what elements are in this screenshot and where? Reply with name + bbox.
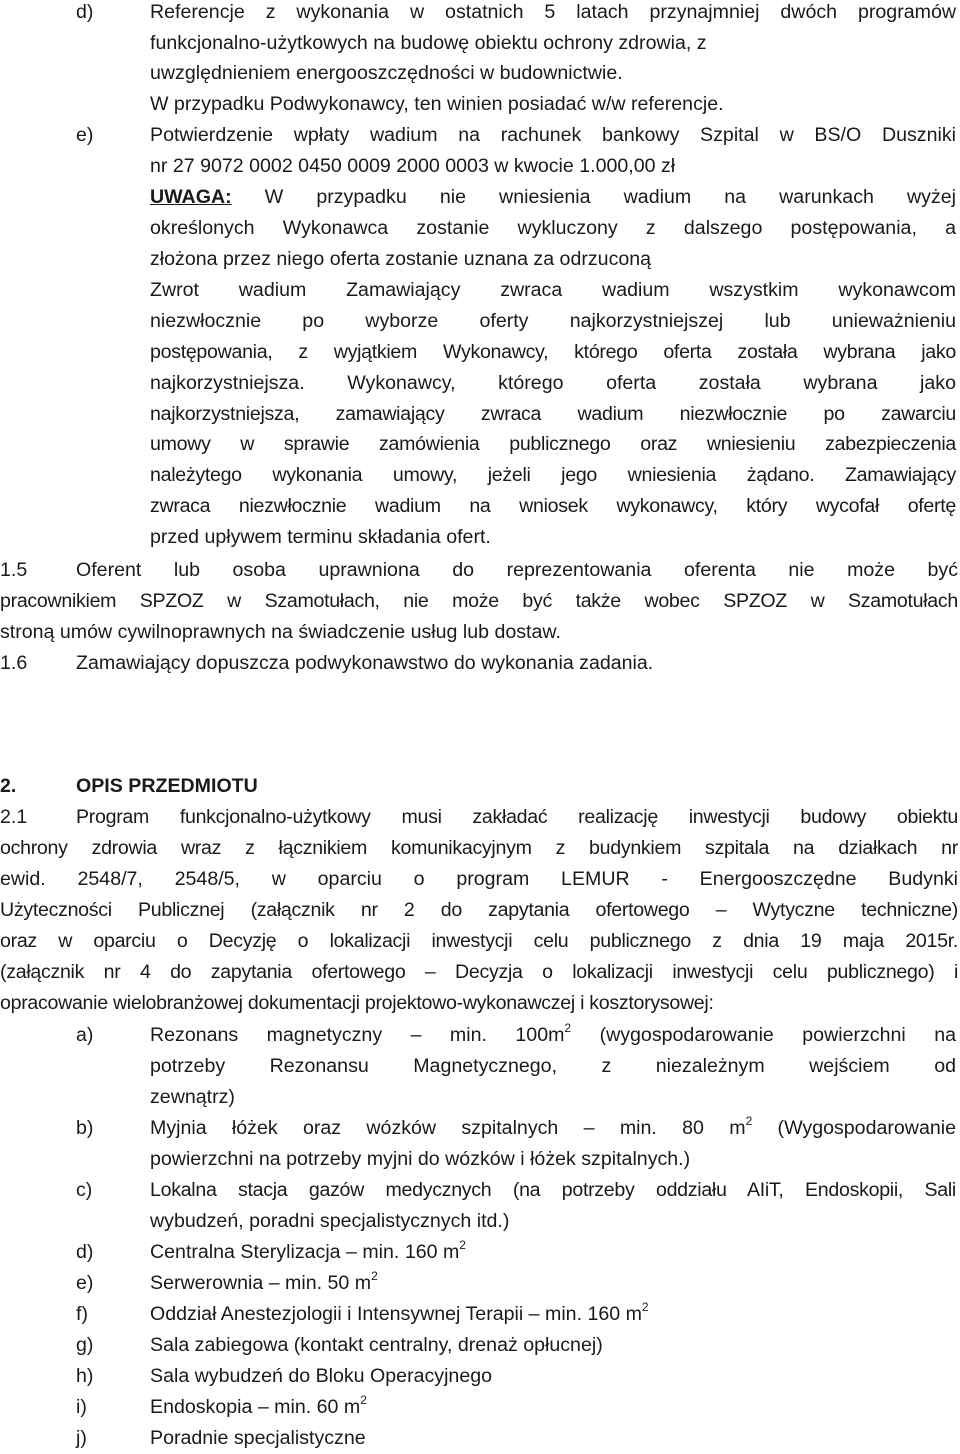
text-line: Zamawiający dopuszcza podwykonawstwo do wykonania zadania. [76, 652, 654, 674]
list-item-d [0, 0, 960, 28]
text-line: przed upływem terminu składania ofert. [150, 526, 491, 548]
superscript: 2 [641, 1300, 649, 1314]
list-item-e2 [0, 1268, 960, 1299]
text-row [0, 833, 960, 864]
text-row [0, 491, 960, 522]
text-row [0, 617, 960, 648]
text-row [0, 1051, 960, 1082]
text-row [0, 586, 960, 617]
text-row [0, 306, 960, 337]
text-line: Sala wybudzeń do Bloku Operacyjnego [150, 1365, 493, 1387]
text-line: oraz w oparciu o Decyzję o lokalizacji inwestycji celu publicznego z dnia 19 maja 2015r. [0, 930, 958, 952]
list-item-j [0, 1423, 960, 1454]
text-row [0, 28, 960, 59]
text-line [150, 1020, 956, 1051]
list-marker: i) [76, 1396, 87, 1418]
paragraph-number: 1.5 [0, 559, 28, 581]
text-line: Sala zabiegowa (kontakt centralny, drenaż opłucnej) [150, 1334, 603, 1356]
text-line: Poradnie specjalistyczne [150, 1427, 366, 1449]
list-item-e [0, 120, 960, 151]
notice-row [0, 182, 960, 213]
text-line: W przypadku Podwykonawcy, ten winien posiadać w/w referencje. [150, 93, 724, 115]
text-row [0, 429, 960, 460]
text-line [150, 1268, 956, 1299]
text-line: opracowanie wielobranżowej dokumentacji projektowo-wykonawczej i kosztorysowej: [0, 992, 714, 1014]
paragraph-1-6 [0, 648, 960, 679]
heading-number: 2. [0, 775, 17, 797]
list-marker: f) [76, 1303, 88, 1325]
text-row [0, 988, 960, 1019]
text-row [0, 864, 960, 895]
list-marker: h) [76, 1365, 94, 1387]
text-line: najkorzystniejsza, zamawiający zwraca wadium niezwłocznie po zawarciu [150, 403, 956, 425]
heading-title: OPIS PRZEDMIOTU [76, 775, 258, 797]
list-marker: b) [76, 1117, 94, 1139]
list-marker: e) [76, 1272, 94, 1294]
text-line: ewid. 2548/7, 2548/5, w oparciu o program LEMUR - Energooszczędne Budynki [0, 868, 958, 890]
text-row [0, 368, 960, 399]
text-line: uwzględnieniem energooszczędności w budownictwie. [150, 62, 623, 84]
text-line: stroną umów cywilnoprawnych na świadczenie usług lub dostaw. [0, 621, 561, 643]
text-row [0, 957, 960, 988]
text-line: Referencje z wykonania w ostatnich 5 latach przynajmniej dwóch programów [150, 1, 956, 23]
text-line [150, 1392, 956, 1423]
text-span: (wygospodarowanie powierzchni na [571, 1024, 956, 1046]
paragraph-1-5 [0, 555, 960, 586]
list-marker: j) [76, 1427, 87, 1449]
text-row [0, 522, 960, 553]
text-line: nr 27 9072 0002 0450 0009 2000 0003 w kwocie 1.000,00 zł [150, 155, 676, 177]
list-item-g [0, 1330, 960, 1361]
notice-text [150, 182, 956, 213]
list-item-f [0, 1299, 960, 1330]
text-row [0, 926, 960, 957]
text-span: Centralna Sterylizacja – min. 160 m [150, 1241, 460, 1263]
text-line: postępowania, z wyjątkiem Wykonawcy, którego oferta została wybrana jako [150, 341, 956, 363]
list-item-h [0, 1361, 960, 1392]
text-span: Oddział Anestezjologii i Intensywnej Terapii – min. 160 m [150, 1303, 642, 1325]
text-line: określonych Wykonawca zostanie wykluczony z dalszego postępowania, a [150, 217, 956, 239]
text-line: Potwierdzenie wpłaty wadium na rachunek bankowy Szpital w BS/O Duszniki [150, 124, 956, 146]
text-line: Lokalna stacja gazów medycznych (na potrzeby oddziału AIiT, Endoskopii, Sali [150, 1179, 956, 1201]
notice-label: UWAGA: [150, 186, 232, 208]
list-item-d2 [0, 1237, 960, 1268]
list-item-b [0, 1113, 960, 1144]
text-line: najkorzystniejsza. Wykonawcy, którego oferta została wybrana jako [150, 372, 956, 394]
text-line [150, 1237, 956, 1268]
paragraph-2-1 [0, 802, 960, 833]
text-line: Program funkcjonalno-użytkowy musi zakładać realizację inwestycji budowy obiektu [76, 806, 958, 828]
list-item-i [0, 1392, 960, 1423]
text-row [0, 460, 960, 491]
text-line: umowy w sprawie zamówienia publicznego oraz wniesieniu zabezpieczenia [150, 433, 956, 455]
superscript: 2 [360, 1393, 367, 1407]
notice-line: W przypadku nie wniesienia wadium na warunkach wyżej [231, 186, 956, 208]
text-row [0, 244, 960, 275]
text-span: Rezonans magnetyczny – min. 100m [150, 1024, 565, 1046]
text-line [150, 1113, 956, 1144]
section-heading [0, 771, 960, 802]
text-row [0, 151, 960, 182]
text-row [0, 1144, 960, 1175]
text-row [0, 213, 960, 244]
list-marker: d) [76, 1, 94, 23]
list-item-a [0, 1020, 960, 1051]
text-line: Oferent lub osoba uprawniona do reprezentowania oferenta nie może być [76, 559, 958, 581]
text-line: niezwłocznie po wyborze oferty najkorzystniejszej lub unieważnieniu [150, 310, 956, 332]
text-line: Użyteczności Publicznej (załącznik nr 2 do zapytania ofertowego – Wytyczne techniczne) [0, 899, 958, 921]
text-line: (załącznik nr 4 do zapytania ofertowego – Decyzja o lokalizacji inwestycji celu publicznego) i [0, 961, 958, 983]
text-row [0, 399, 960, 430]
superscript: 2 [564, 1021, 572, 1035]
text-line: potrzeby Rezonansu Magnetycznego, z niezależnym wejściem od [150, 1055, 956, 1077]
text-line: należytego wykonania umowy, jeżeli jego wniesienia żądano. Zamawiający [150, 464, 956, 486]
text-line: funkcjonalno-użytkowych na budowę obiektu ochrony zdrowia, z [150, 32, 707, 54]
text-span: Myjnia łóżek oraz wózków szpitalnych – min. 80 m [150, 1117, 746, 1139]
list-marker: a) [76, 1024, 94, 1046]
paragraph-number: 2.1 [0, 806, 28, 828]
text-span: Endoskopia – min. 60 m [150, 1396, 361, 1418]
text-line: złożona przez niego oferta zostanie uznana za odrzuconą [150, 248, 652, 270]
list-marker: c) [76, 1179, 93, 1201]
text-row [0, 1206, 960, 1237]
superscript: 2 [459, 1238, 466, 1252]
text-span: (Wygospodarowanie [752, 1117, 956, 1139]
text-line: zwraca niezwłocznie wadium na wniosek wykonawcy, który wycofał ofertę [150, 495, 956, 517]
list-marker: e) [76, 124, 94, 146]
text-line: powierzchni na potrzeby myjni do wózków i łóżek szpitalnych.) [150, 1148, 691, 1170]
text-row [0, 89, 960, 120]
list-marker: g) [76, 1334, 94, 1356]
text-line: Zwrot wadium Zamawiający zwraca wadium wszystkim wykonawcom [150, 279, 956, 301]
text-span: Serwerownia – min. 50 m [150, 1272, 372, 1294]
text-line: ochrony zdrowia wraz z łącznikiem komunikacyjnym z budynkiem szpitala na działkach nr [0, 837, 958, 859]
paragraph-number: 1.6 [0, 652, 28, 674]
text-line: pracownikiem SPZOZ w Szamotułach, nie może być także wobec SPZOZ w Szamotułach [0, 590, 958, 612]
text-line [150, 1299, 956, 1330]
text-row [0, 1082, 960, 1113]
superscript: 2 [371, 1269, 378, 1283]
text-row [0, 337, 960, 368]
text-line: zewnątrz) [150, 1086, 235, 1108]
list-marker: d) [76, 1241, 94, 1263]
text-row [0, 58, 960, 89]
text-row [0, 275, 960, 306]
superscript: 2 [745, 1114, 753, 1128]
list-item-c [0, 1175, 960, 1206]
text-row [0, 895, 960, 926]
text-line: wybudzeń, poradni specjalistycznych itd.) [150, 1210, 510, 1232]
